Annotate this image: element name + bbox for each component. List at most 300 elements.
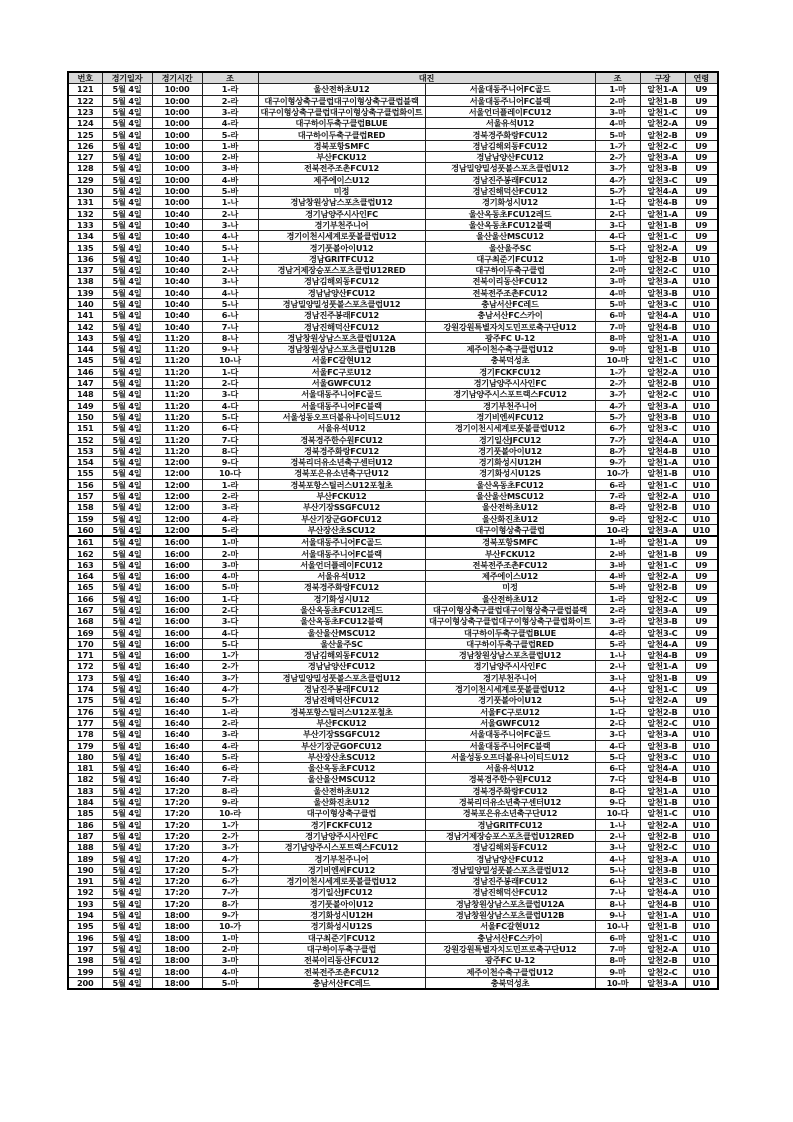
home-team: 경남GRITFCU12 [258, 253, 425, 264]
age-group: U10 [685, 344, 718, 355]
home-group: 4-가 [202, 684, 258, 695]
home-team: 경남남양산FCU12 [258, 287, 425, 298]
match-number: 153 [68, 445, 102, 456]
match-time: 17:20 [152, 842, 202, 853]
match-number: 188 [68, 842, 102, 853]
away-group: 4-나 [595, 684, 640, 695]
home-group: 3-마 [202, 559, 258, 570]
match-date: 5월 4일 [102, 253, 152, 264]
age-group: U10 [685, 389, 718, 400]
away-team: 경남창원상남스포츠클럽U12 [425, 650, 595, 661]
home-team: 서울대동주니어FC골드 [258, 389, 425, 400]
home-team: 경북경주한수원FCU12 [258, 434, 425, 445]
table-row [68, 118, 718, 129]
venue: 알천4-B [640, 197, 685, 208]
match-time: 16:00 [152, 650, 202, 661]
home-group: 5-가 [202, 695, 258, 706]
match-time: 16:40 [152, 706, 202, 717]
age-group: U9 [685, 84, 718, 95]
home-group: 4-라 [202, 740, 258, 751]
away-group: 6-나 [595, 876, 640, 887]
match-number: 141 [68, 310, 102, 321]
table-row [68, 797, 718, 808]
away-group: 3-마 [595, 276, 640, 287]
match-time: 17:20 [152, 887, 202, 898]
home-team: 서울대동주니어FC골드 [258, 536, 425, 548]
table-row [68, 740, 718, 751]
home-team: 부산기장SSGFCU12 [258, 502, 425, 513]
match-date: 5월 4일 [102, 966, 152, 977]
table-row [68, 684, 718, 695]
match-time: 18:00 [152, 977, 202, 989]
away-team: 서울FC구로U12 [425, 706, 595, 717]
match-time: 17:20 [152, 819, 202, 830]
venue: 알천3-B [640, 287, 685, 298]
home-group: 7-나 [202, 321, 258, 332]
age-group: U9 [685, 571, 718, 582]
away-team: 경남진주봉래FCU12 [425, 876, 595, 887]
home-group: 6-나 [202, 310, 258, 321]
match-time: 11:20 [152, 389, 202, 400]
away-team: 경남창원상남스포츠클럽U12B [425, 909, 595, 920]
table-row [68, 909, 718, 920]
match-time: 10:00 [152, 163, 202, 174]
away-group: 8-마 [595, 332, 640, 343]
age-group: U9 [685, 684, 718, 695]
match-time: 11:20 [152, 355, 202, 366]
match-time: 16:40 [152, 751, 202, 762]
match-time: 10:40 [152, 310, 202, 321]
away-group: 6-다 [595, 763, 640, 774]
match-date: 5월 4일 [102, 695, 152, 706]
away-group: 1-나 [595, 650, 640, 661]
match-number: 132 [68, 208, 102, 219]
away-team: 울산옥동초FCU12 [425, 479, 595, 490]
venue: 알천1-A [640, 785, 685, 796]
table-row [68, 298, 718, 309]
home-group: 2-라 [202, 717, 258, 728]
home-group: 4-가 [202, 853, 258, 864]
match-number: 164 [68, 571, 102, 582]
match-time: 11:20 [152, 411, 202, 422]
age-group: U10 [685, 411, 718, 422]
home-group: 3-라 [202, 729, 258, 740]
match-time: 16:00 [152, 582, 202, 593]
table-row [68, 344, 718, 355]
away-team: 미정 [425, 582, 595, 593]
venue: 알천2-B [640, 582, 685, 593]
home-group: 5-마 [202, 977, 258, 989]
home-team: 경남거제장승포스포츠클럽U12RED [258, 265, 425, 276]
venue: 알천3-A [640, 977, 685, 989]
home-team: 서울대동주니어FC블랙 [258, 400, 425, 411]
table-row [68, 423, 718, 434]
match-date: 5월 4일 [102, 366, 152, 377]
home-team: 경남진해덕산FCU12 [258, 695, 425, 706]
home-team: 울산옥동초FCU12 [258, 763, 425, 774]
match-number: 178 [68, 729, 102, 740]
age-group: U9 [685, 197, 718, 208]
home-team: 미정 [258, 185, 425, 196]
match-time: 16:40 [152, 661, 202, 672]
match-time: 11:20 [152, 378, 202, 389]
match-number: 181 [68, 763, 102, 774]
home-team: 제주에이스U12 [258, 174, 425, 185]
age-group: U9 [685, 163, 718, 174]
home-group: 6-다 [202, 423, 258, 434]
away-group: 6-마 [595, 932, 640, 943]
away-group: 2-나 [595, 830, 640, 841]
away-team: 경남밀양밀성풋볼스포츠클럽U12 [425, 864, 595, 875]
away-team: 경기남양주시사인FC [425, 661, 595, 672]
match-date: 5월 4일 [102, 231, 152, 242]
venue: 알천2-B [640, 830, 685, 841]
table-row [68, 729, 718, 740]
home-team: 부산기장군GOFCU12 [258, 740, 425, 751]
table-row [68, 876, 718, 887]
age-group: U10 [685, 378, 718, 389]
match-number: 148 [68, 389, 102, 400]
table-row [68, 808, 718, 819]
match-date: 5월 4일 [102, 287, 152, 298]
table-row [68, 604, 718, 615]
match-date: 5월 4일 [102, 457, 152, 468]
venue: 알천1-B [640, 548, 685, 559]
home-group: 5-바 [202, 185, 258, 196]
table-row [68, 152, 718, 163]
home-group: 2-가 [202, 830, 258, 841]
age-group: U10 [685, 513, 718, 524]
table-row [68, 208, 718, 219]
match-time: 10:40 [152, 253, 202, 264]
away-team: 대구하이두축구클럽 [425, 265, 595, 276]
venue: 알천1-B [640, 95, 685, 106]
away-group: 10-나 [595, 921, 640, 932]
match-time: 10:40 [152, 287, 202, 298]
home-team: 서울유석U12 [258, 571, 425, 582]
match-number: 149 [68, 400, 102, 411]
age-group: U9 [685, 152, 718, 163]
home-group: 1-라 [202, 84, 258, 95]
venue: 알천1-B [640, 672, 685, 683]
table-row [68, 140, 718, 151]
away-team: 대구이형상축구클럽대구이형상축구클럽화이트 [425, 616, 595, 627]
home-team: 충남서산FC레드 [258, 977, 425, 989]
match-time: 10:00 [152, 174, 202, 185]
away-group: 3-가 [595, 389, 640, 400]
venue: 알천4-A [640, 638, 685, 649]
venue: 알천2-A [640, 695, 685, 706]
away-team: 경기부천주니어 [425, 672, 595, 683]
home-group: 2-나 [202, 265, 258, 276]
match-time: 10:00 [152, 118, 202, 129]
match-number: 123 [68, 106, 102, 117]
table-row [68, 287, 718, 298]
away-team: 경북리더유소년축구센터U12 [425, 797, 595, 808]
match-time: 16:00 [152, 616, 202, 627]
away-group: 8-나 [595, 898, 640, 909]
away-group: 9-마 [595, 966, 640, 977]
match-time: 12:00 [152, 479, 202, 490]
home-group: 10-나 [202, 355, 258, 366]
match-date: 5월 4일 [102, 468, 152, 479]
match-date: 5월 4일 [102, 876, 152, 887]
match-time: 16:40 [152, 774, 202, 785]
home-team: 경북포항스틸러스U12포철초 [258, 706, 425, 717]
match-date: 5월 4일 [102, 332, 152, 343]
away-group: 10-마 [595, 977, 640, 989]
table-row [68, 548, 718, 559]
match-number: 176 [68, 706, 102, 717]
venue: 알천2-B [640, 706, 685, 717]
away-team: 울산울주SC [425, 242, 595, 253]
home-team: 경기이천시세계로풋볼클럽U12 [258, 876, 425, 887]
age-group: U10 [685, 253, 718, 264]
home-team: 대구최준기FCU12 [258, 932, 425, 943]
match-number: 158 [68, 502, 102, 513]
match-number: 143 [68, 332, 102, 343]
away-team: 서울유석U12 [425, 763, 595, 774]
match-date: 5월 4일 [102, 661, 152, 672]
home-team: 경남김해외동FCU12 [258, 650, 425, 661]
home-team: 경기부천주니어 [258, 219, 425, 230]
home-team: 대구이형상축구클럽 [258, 808, 425, 819]
match-date: 5월 4일 [102, 411, 152, 422]
match-date: 5월 4일 [102, 185, 152, 196]
match-time: 18:00 [152, 943, 202, 954]
home-team: 경남진주봉래FCU12 [258, 684, 425, 695]
home-group: 7-가 [202, 887, 258, 898]
away-team: 경기이천시세계로풋볼클럽U12 [425, 684, 595, 695]
home-team: 경남창원상남스포츠클럽U12B [258, 344, 425, 355]
away-group: 7-라 [595, 490, 640, 501]
away-team: 대구하이두축구클럽RED [425, 638, 595, 649]
match-time: 16:00 [152, 548, 202, 559]
match-date: 5월 4일 [102, 819, 152, 830]
home-team: 경북포항스틸러스U12포철초 [258, 479, 425, 490]
table-row [68, 163, 718, 174]
match-number: 160 [68, 524, 102, 536]
away-team: 경남밀양밀성풋볼스포츠클럽U12 [425, 163, 595, 174]
venue: 알천4-A [640, 434, 685, 445]
home-group: 9-나 [202, 344, 258, 355]
match-number: 170 [68, 638, 102, 649]
venue: 알천1-C [640, 231, 685, 242]
away-team: 경북포항SMFC [425, 536, 595, 548]
home-team: 서울GWFCU12 [258, 378, 425, 389]
match-date: 5월 4일 [102, 955, 152, 966]
away-group: 9-라 [595, 513, 640, 524]
away-group: 4-마 [595, 287, 640, 298]
away-group: 5-바 [595, 582, 640, 593]
away-team: 서울언더플레이FCU12 [425, 106, 595, 117]
age-group: U10 [685, 355, 718, 366]
match-date: 5월 4일 [102, 423, 152, 434]
away-team: 광주FC U-12 [425, 332, 595, 343]
age-group: U9 [685, 627, 718, 638]
match-date: 5월 4일 [102, 490, 152, 501]
home-team: 경남밀양밀성풋볼스포츠클럽U12 [258, 672, 425, 683]
away-group: 5-가 [595, 185, 640, 196]
venue: 알천2-C [640, 140, 685, 151]
age-group: U10 [685, 887, 718, 898]
away-group: 5-마 [595, 129, 640, 140]
away-group: 6-가 [595, 423, 640, 434]
away-team: 울산전하초U12 [425, 593, 595, 604]
age-group: U10 [685, 876, 718, 887]
match-date: 5월 4일 [102, 921, 152, 932]
age-group: U10 [685, 706, 718, 717]
age-group: U10 [685, 310, 718, 321]
away-team: 대구이형상축구클럽 [425, 524, 595, 536]
table-row [68, 185, 718, 196]
venue: 알천4-B [640, 650, 685, 661]
home-group: 1-마 [202, 932, 258, 943]
home-team: 대구하이두축구클럽BLUE [258, 118, 425, 129]
age-group: U10 [685, 864, 718, 875]
table-row [68, 197, 718, 208]
match-number: 190 [68, 864, 102, 875]
away-group: 2-바 [595, 548, 640, 559]
match-number: 193 [68, 898, 102, 909]
venue: 알천4-A [640, 887, 685, 898]
match-time: 12:00 [152, 502, 202, 513]
away-group: 7-다 [595, 774, 640, 785]
table-row [68, 310, 718, 321]
table-row [68, 853, 718, 864]
home-team: 경남밀양밀성풋볼스포츠클럽U12 [258, 298, 425, 309]
match-date: 5월 4일 [102, 118, 152, 129]
home-team: 경기남양주시사인FC [258, 830, 425, 841]
age-group: U10 [685, 445, 718, 456]
table-row [68, 695, 718, 706]
age-group: U10 [685, 287, 718, 298]
home-team: 경기화성시U12H [258, 909, 425, 920]
header-group-away: 조 [595, 72, 640, 84]
away-group: 1-라 [595, 593, 640, 604]
match-time: 10:00 [152, 197, 202, 208]
match-time: 11:20 [152, 434, 202, 445]
match-number: 185 [68, 808, 102, 819]
match-time: 10:40 [152, 242, 202, 253]
match-number: 171 [68, 650, 102, 661]
match-number: 159 [68, 513, 102, 524]
match-time: 10:00 [152, 106, 202, 117]
match-number: 177 [68, 717, 102, 728]
match-number: 142 [68, 321, 102, 332]
age-group: U9 [685, 242, 718, 253]
match-time: 16:40 [152, 695, 202, 706]
table-row [68, 616, 718, 627]
match-date: 5월 4일 [102, 898, 152, 909]
home-group: 5-라 [202, 129, 258, 140]
match-date: 5월 4일 [102, 378, 152, 389]
venue: 알천2-C [640, 842, 685, 853]
match-number: 191 [68, 876, 102, 887]
table-row [68, 276, 718, 287]
age-group: U9 [685, 118, 718, 129]
table-row [68, 955, 718, 966]
match-number: 147 [68, 378, 102, 389]
match-date: 5월 4일 [102, 684, 152, 695]
table-row [68, 490, 718, 501]
match-number: 192 [68, 887, 102, 898]
table-row [68, 977, 718, 989]
home-group: 5-다 [202, 638, 258, 649]
match-number: 162 [68, 548, 102, 559]
venue: 알천3-B [640, 163, 685, 174]
header-time: 경기시간 [152, 72, 202, 84]
age-group: U10 [685, 943, 718, 954]
age-group: U10 [685, 434, 718, 445]
match-number: 137 [68, 265, 102, 276]
away-team: 광주FC U-12 [425, 955, 595, 966]
table-row [68, 706, 718, 717]
match-date: 5월 4일 [102, 445, 152, 456]
away-group: 8-다 [595, 785, 640, 796]
age-group: U10 [685, 785, 718, 796]
age-group: U10 [685, 423, 718, 434]
table-row [68, 265, 718, 276]
match-date: 5월 4일 [102, 208, 152, 219]
match-number: 126 [68, 140, 102, 151]
home-group: 2-마 [202, 943, 258, 954]
match-date: 5월 4일 [102, 808, 152, 819]
venue: 알천3-A [640, 400, 685, 411]
match-time: 11:20 [152, 400, 202, 411]
venue: 알천2-B [640, 378, 685, 389]
home-group: 7-다 [202, 434, 258, 445]
home-group: 2-라 [202, 95, 258, 106]
match-time: 10:40 [152, 265, 202, 276]
away-team: 경기비엔씨FCU12 [425, 411, 595, 422]
match-number: 125 [68, 129, 102, 140]
home-group: 1-나 [202, 253, 258, 264]
age-group: U10 [685, 321, 718, 332]
match-number: 180 [68, 751, 102, 762]
away-group: 2-가 [595, 378, 640, 389]
venue: 알천4-A [640, 310, 685, 321]
away-team: 전북전주조촌FCU12 [425, 287, 595, 298]
table-row [68, 129, 718, 140]
age-group: U9 [685, 661, 718, 672]
home-team: 경남진주봉래FCU12 [258, 310, 425, 321]
match-number: 187 [68, 830, 102, 841]
away-team: 경기이천시세계로풋볼클럽U12 [425, 423, 595, 434]
home-group: 5-나 [202, 242, 258, 253]
match-number: 155 [68, 468, 102, 479]
away-team: 경북경주화랑FCU12 [425, 129, 595, 140]
match-date: 5월 4일 [102, 355, 152, 366]
age-group: U10 [685, 740, 718, 751]
venue: 알천1-A [640, 84, 685, 95]
venue: 알천1-A [640, 457, 685, 468]
away-team: 경기일산JFCU12 [425, 434, 595, 445]
venue: 알천2-A [640, 490, 685, 501]
match-date: 5월 4일 [102, 524, 152, 536]
away-group: 8-라 [595, 502, 640, 513]
away-group: 5-다 [595, 242, 640, 253]
table-row [68, 242, 718, 253]
match-time: 16:00 [152, 627, 202, 638]
away-group: 4-마 [595, 118, 640, 129]
home-team: 경북경주화랑FCU12 [258, 582, 425, 593]
match-time: 12:00 [152, 490, 202, 501]
table-row [68, 559, 718, 570]
match-number: 128 [68, 163, 102, 174]
age-group: U9 [685, 604, 718, 615]
home-team: 경기FCKFCU12 [258, 819, 425, 830]
